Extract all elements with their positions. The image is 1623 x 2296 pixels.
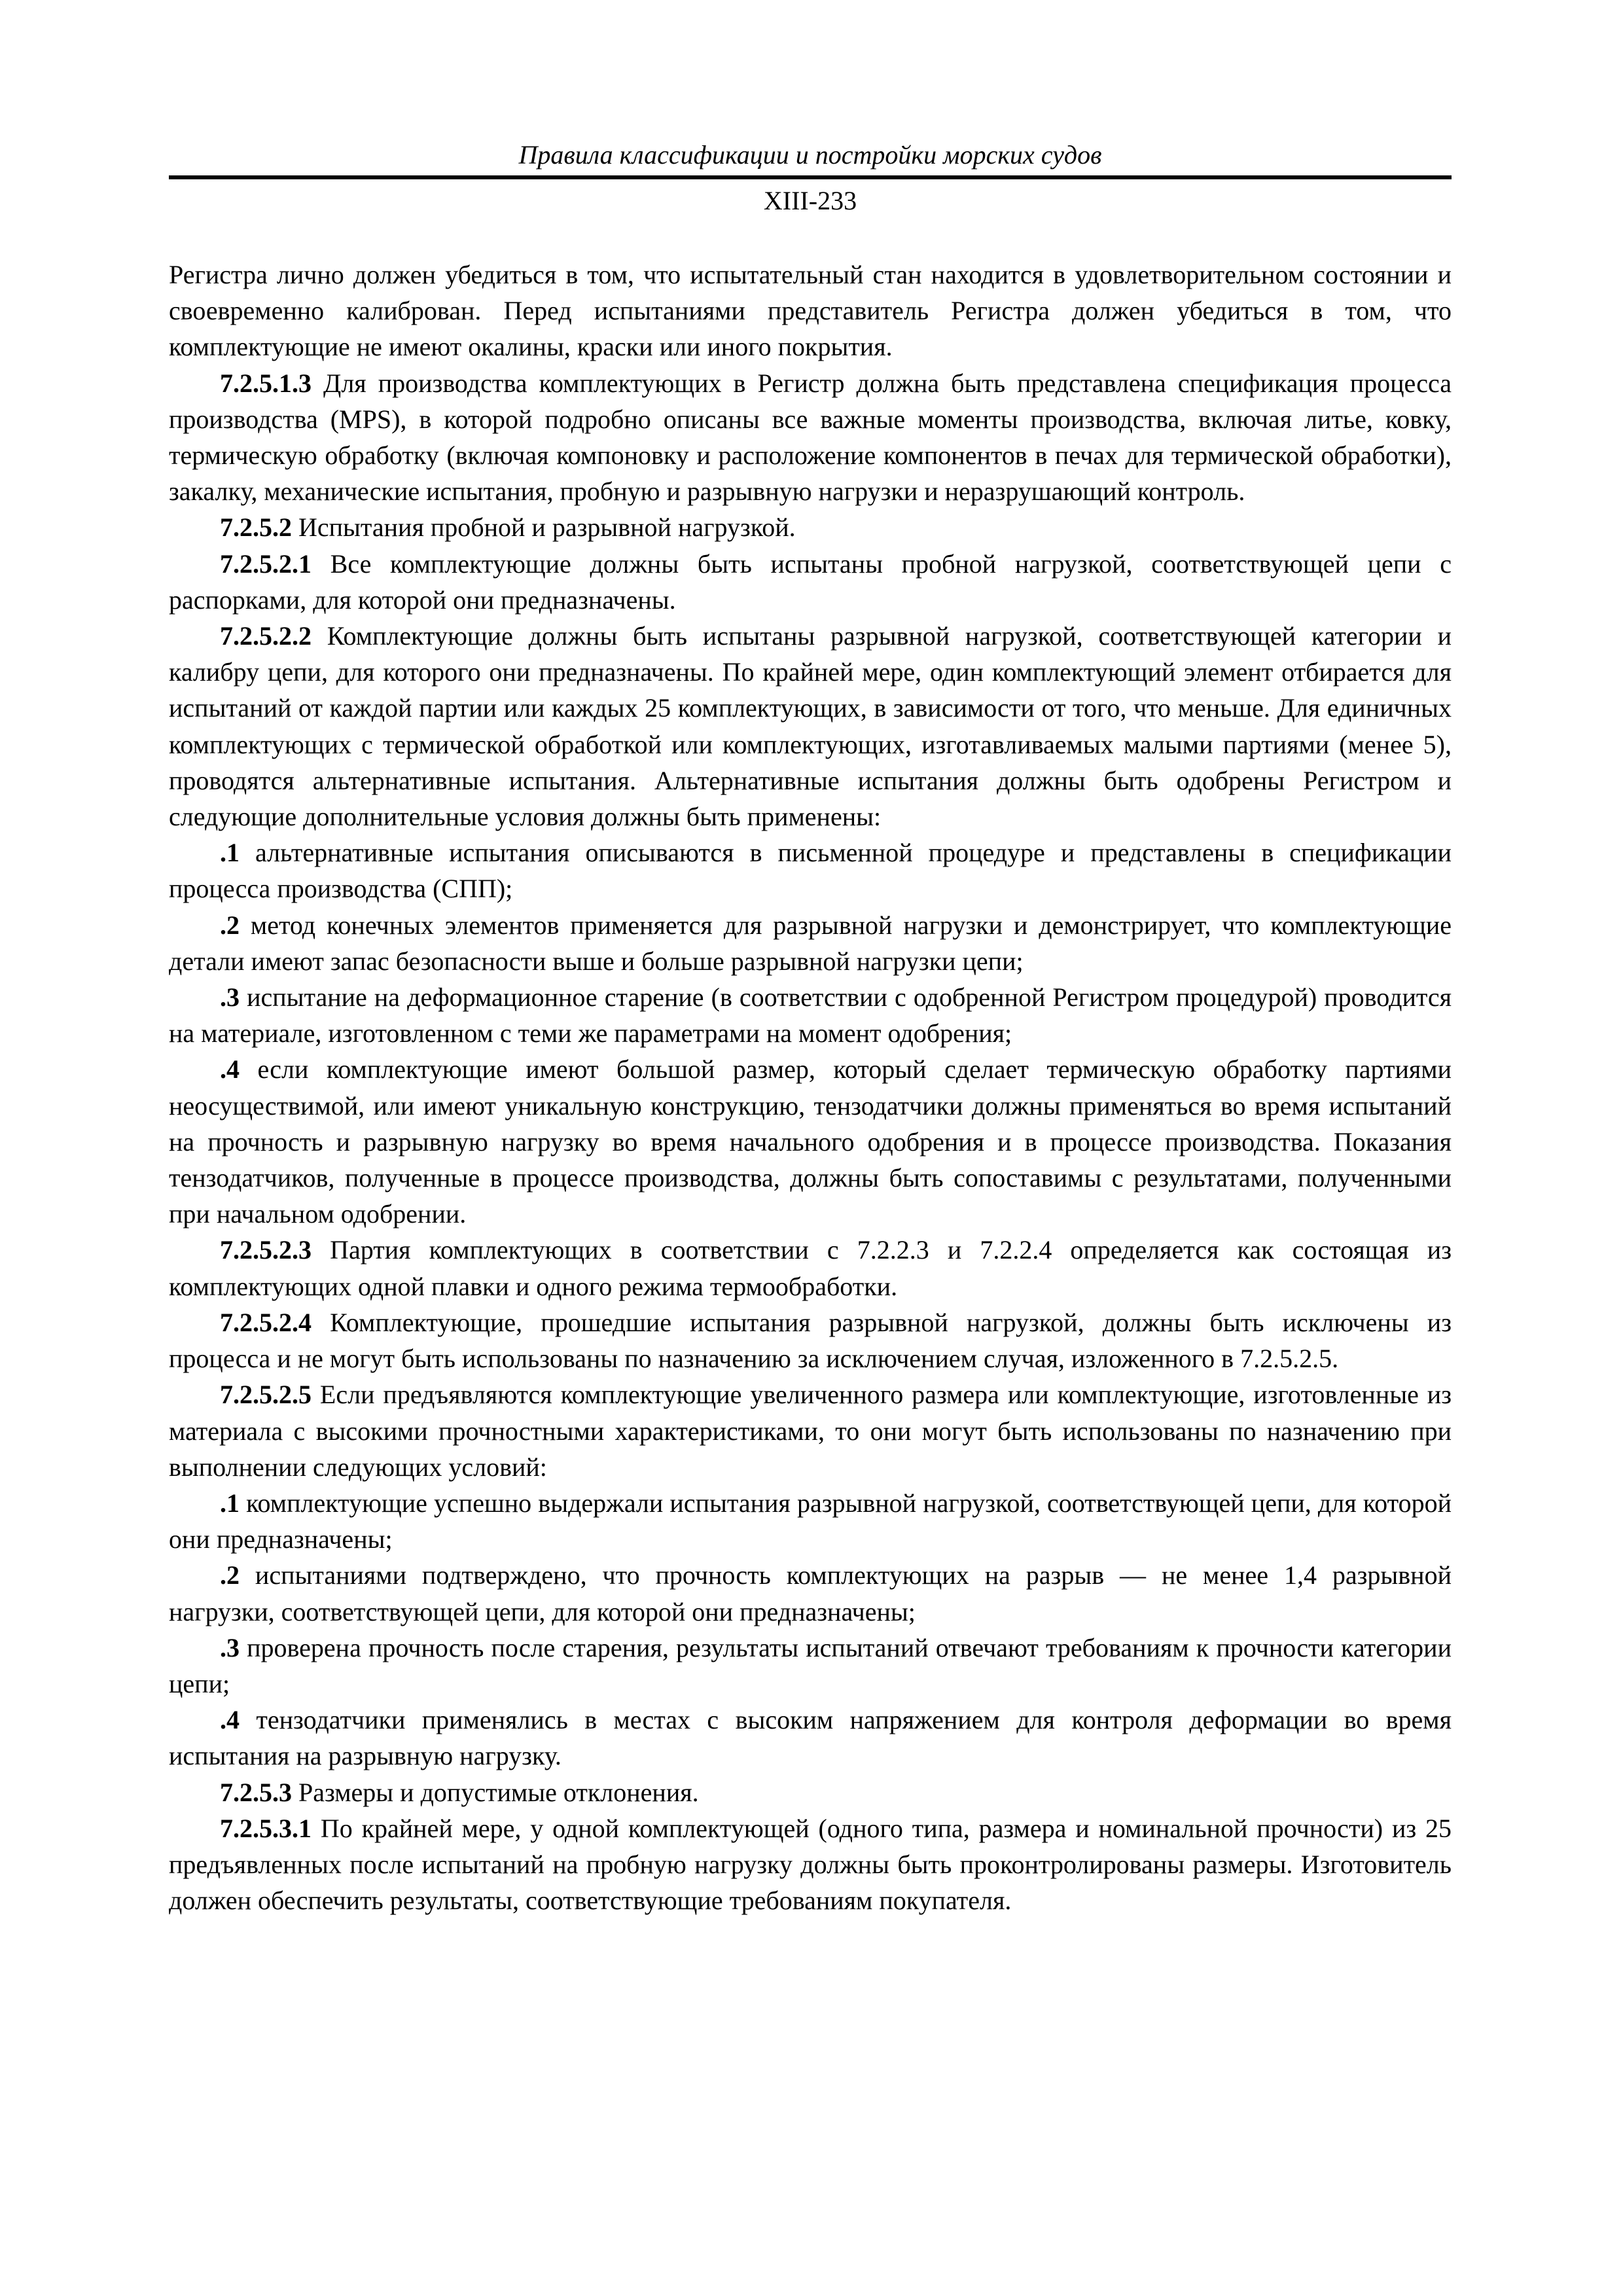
clause-7-2-5-2-1 (169, 546, 1452, 618)
list-item-number: .3 (220, 1632, 240, 1662)
clause-7-2-5-3 (169, 1774, 1452, 1810)
list-item-number: .4 (220, 1054, 240, 1085)
list-item-number: .3 (220, 982, 240, 1013)
clause-text: Комплектующие, прошедшие испытания разрывной нагрузкой, должны быть исключены из процесса и не могут быть использованы по назначению за исключением случая, изложенного в 7.2.5.2.5. (169, 1307, 1452, 1374)
header-rule (169, 175, 1452, 179)
list-item-text: метод конечных элементов применяется для разрывной нагрузки и демонстрирует, что комплектующие детали имеют запас безопасности выше и больше разрывной нагрузки цепи; (169, 910, 1452, 976)
clause-text: Испытания пробной и разрывной нагрузкой. (292, 512, 796, 543)
clause-number: 7.2.5.2.5 (220, 1380, 312, 1410)
list-item-text: испытание на деформационное старение (в соответствии с одобренной Регистром процедурой) проводится на материале, изготовленном с теми же параметрами на момент одобрения; (169, 982, 1452, 1049)
list-item-text: комплектующие успешно выдержали испытания разрывной нагрузкой, соответствующей цепи, для которой они предназначены; (169, 1488, 1452, 1554)
list-item-text: испытаниями подтверждено, что прочность комплектующих на разрыв — не менее 1,4 разрывной нагрузки, соответствующей цепи, для которой они предназначены; (169, 1560, 1452, 1626)
list-item-number: .1 (220, 838, 240, 868)
body-text (169, 257, 1452, 1918)
clause-text: Для производства комплектующих в Регистр должна быть представлена спецификация процесса производства (MPS), в которой подробно описаны все важные моменты производства, включая литье, ковку, термическую обработку (включая компоновку и расположение компонентов в печах для термической обработки), закалку, механические испытания, пробную и разрывную нагрузки и неразрушающий контроль. (169, 368, 1452, 507)
list-item-2 (169, 907, 1452, 979)
clause-number: 7.2.5.3 (220, 1777, 292, 1807)
clause-text: По крайней мере, у одной комплектующей (одного типа, размера и номинальной прочности) из 25 предъявленных после испытаний на пробную нагрузку должны быть проконтролированы размеры. Изготовитель должен обеспечить результаты, соответствующие требованиям покупателя. (169, 1813, 1452, 1916)
list-item-2 (169, 1557, 1452, 1629)
list-item-number: .1 (220, 1488, 240, 1518)
clause-number: 7.2.5.3.1 (220, 1813, 312, 1843)
clause-number: 7.2.5.2.3 (220, 1235, 312, 1265)
clause-text: Размеры и допустимые отклонения. (292, 1777, 699, 1807)
list-item-text: если комплектующие имеют большой размер, который сделает термическую обработку партиями неосуществимой, или имеют уникальную конструкцию, тензодатчики должны применяться во время испытаний на прочность и разрывную нагрузку во время начального одобрения и в процессе производства. Показания тензодатчиков, полученные в процессе производства, должны быть сопоставимы с результатами, полученными при начальном одобрении. (169, 1054, 1452, 1229)
clause-7-2-5-2-2 (169, 618, 1452, 834)
list-item-3 (169, 979, 1452, 1051)
list-item-4 (169, 1051, 1452, 1232)
page-number: XIII-233 (763, 186, 857, 215)
list-item-text: альтернативные испытания описываются в письменной процедуре и представлены в спецификации процесса производства (СПП); (169, 838, 1452, 904)
list-item-text: проверена прочность после старения, результаты испытаний отвечают требованиям к прочности категории цепи; (169, 1632, 1452, 1698)
clause-text: Все комплектующие должны быть испытаны пробной нагрузкой, соответствующей цепи с распорками, для которой они предназначены. (169, 548, 1452, 615)
clause-number: 7.2.5.2.2 (220, 621, 312, 651)
clause-7-2-5-2 (169, 509, 1452, 545)
clause-text: Комплектующие должны быть испытаны разрывной нагрузкой, соответствующей категории и калибру цепи, для которого они предназначены. По крайней мере, один комплектующий элемент отбирается для испытаний от каждой партии или каждых 25 комплектующих, в зависимости от того, что меньше. Для единичных комплектующих с термической обработкой или комплектующих, изготавливаемых малыми партиями (менее 5), проводятся альтернативные испытания. Альтернативные испытания должны быть одобрены Регистром и следующие дополнительные условия должны быть применены: (169, 621, 1452, 832)
clause-7-2-5-3-1 (169, 1810, 1452, 1919)
clause-text: Партия комплектующих в соответствии с 7.2.2.3 и 7.2.2.4 определяется как состоящая из комплектующих одной плавки и одного режима термообработки. (169, 1235, 1452, 1301)
list-item-number: .2 (220, 910, 240, 940)
clause-text: Если предъявляются комплектующие увеличенного размера или комплектующие, изготовленные из материала с высокими прочностными характеристиками, то они могут быть использованы по назначению при выполнении следующих условий: (169, 1380, 1452, 1482)
list-item-1 (169, 834, 1452, 906)
running-title: Правила классификации и постройки морских судов (518, 140, 1102, 170)
clause-7-2-5-1-3 (169, 365, 1452, 510)
clause-number: 7.2.5.2 (220, 512, 292, 543)
list-item-number: .4 (220, 1705, 240, 1735)
clause-7-2-5-2-3 (169, 1232, 1452, 1304)
list-item-4 (169, 1702, 1452, 1774)
clause-number: 7.2.5.2.4 (220, 1307, 312, 1337)
list-item-3 (169, 1630, 1452, 1702)
list-item-text: тензодатчики применялись в местах с высоким напряжением для контроля деформации во время испытания на разрывную нагрузку. (169, 1705, 1452, 1771)
clause-number: 7.2.5.1.3 (220, 368, 312, 398)
list-item-1 (169, 1485, 1452, 1557)
clause-7-2-5-2-4 (169, 1304, 1452, 1376)
list-item-number: .2 (220, 1560, 240, 1590)
paragraph-continuation (169, 257, 1452, 365)
clause-7-2-5-2-5 (169, 1376, 1452, 1485)
clause-number: 7.2.5.2.1 (220, 548, 312, 579)
paragraph-text: Регистра лично должен убедиться в том, что испытательный стан находится в удовлетворительном состоянии и своевременно калиброван. Перед испытаниями представитель Регистра должен убедиться в том, что комплектующие не имеют окалины, краски или иного покрытия. (169, 260, 1452, 362)
